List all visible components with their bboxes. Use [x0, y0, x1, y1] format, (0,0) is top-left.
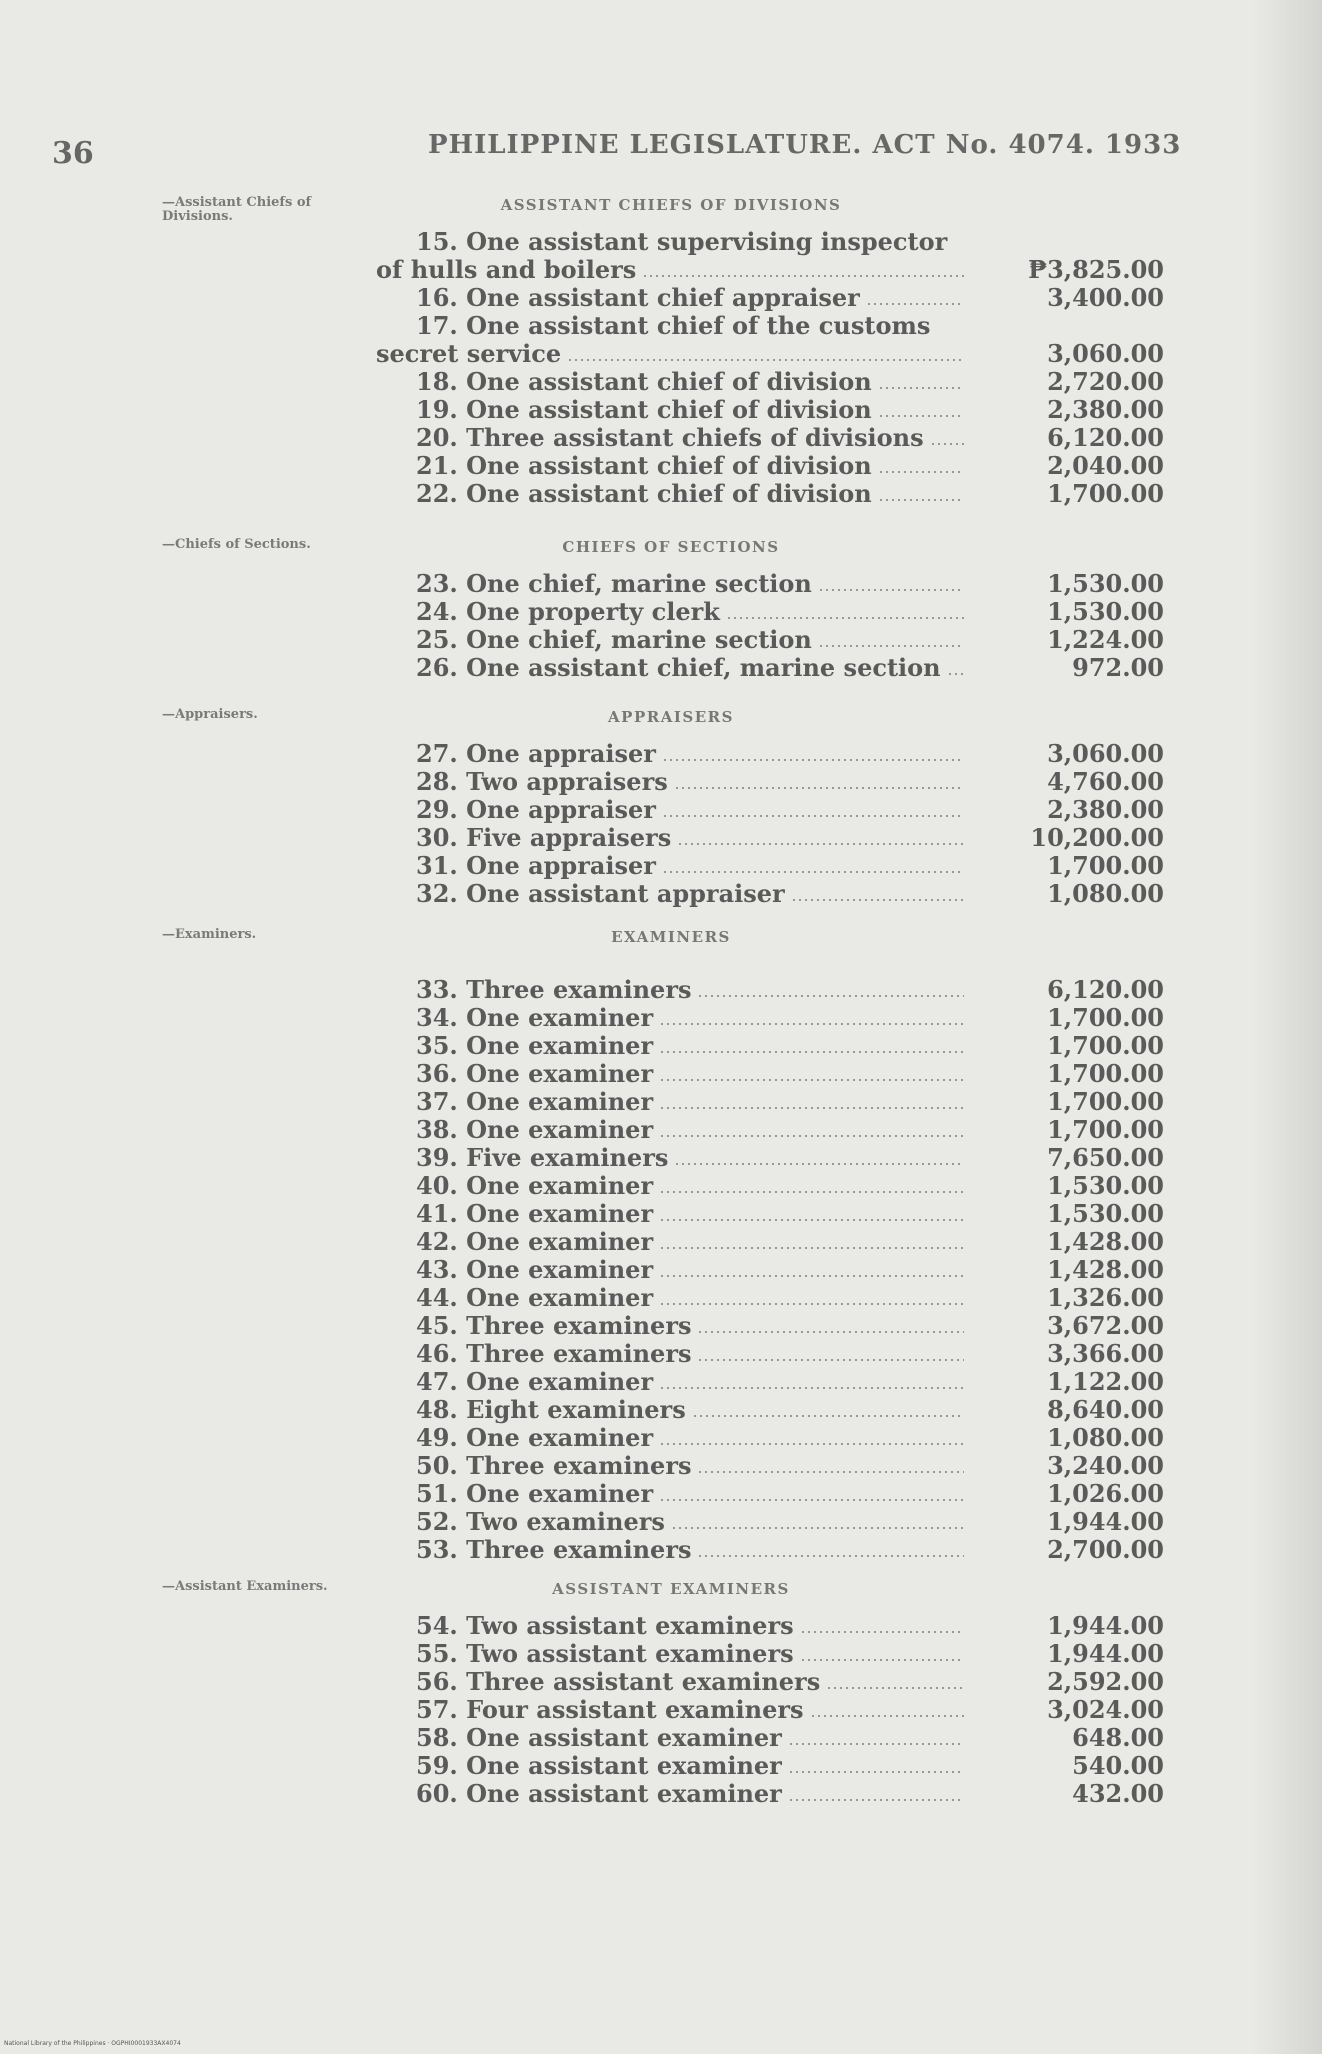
list-item	[0, 340, 1322, 368]
item-amount: 6,120.00	[1047, 423, 1164, 452]
item-text: secret service	[376, 340, 562, 368]
item-text: 35. One examiner	[416, 1032, 654, 1060]
list-item	[0, 256, 1322, 284]
list-item	[0, 1368, 1322, 1396]
item-description	[376, 340, 964, 368]
item-text: 28. Two appraisers	[416, 768, 668, 796]
item-text: 26. One assistant chief, marine section	[416, 654, 941, 682]
item-amount: 2,380.00	[1047, 795, 1164, 824]
item-text: 60. One assistant examiner	[416, 1780, 782, 1808]
item-description	[376, 1340, 964, 1368]
list-item	[0, 1340, 1322, 1368]
item-description	[376, 796, 964, 824]
item-description	[376, 654, 964, 682]
item-description	[376, 740, 964, 768]
dot-leader	[659, 1219, 964, 1221]
item-amount: 2,040.00	[1047, 451, 1164, 480]
list-item	[0, 740, 1322, 768]
item-text: of hulls and boilers	[376, 256, 637, 284]
dot-leader	[878, 415, 964, 417]
item-text: 58. One assistant examiner	[416, 1724, 782, 1752]
section-heading: ASSISTANT CHIEFS OF DIVISIONS	[500, 196, 842, 214]
item-description	[376, 824, 964, 852]
list-item	[0, 1424, 1322, 1452]
section-items	[0, 976, 1322, 1564]
item-description	[376, 424, 964, 452]
item-amount: 6,120.00	[1047, 975, 1164, 1004]
item-amount: 1,700.00	[1047, 851, 1164, 880]
list-item	[0, 1284, 1322, 1312]
list-item	[0, 1004, 1322, 1032]
item-text: 31. One appraiser	[416, 852, 656, 880]
section-heading: APPRAISERS	[608, 708, 734, 726]
item-text: 34. One examiner	[416, 1004, 654, 1032]
dot-leader	[659, 1135, 964, 1137]
item-description	[376, 976, 964, 1004]
margin-note: —Appraisers.	[162, 707, 258, 722]
list-item	[0, 1612, 1322, 1640]
item-description	[376, 570, 964, 598]
item-description	[376, 1004, 964, 1032]
item-text: 50. Three examiners	[416, 1452, 692, 1480]
item-description	[376, 1032, 964, 1060]
dot-leader	[662, 759, 964, 761]
item-text: 49. One examiner	[416, 1424, 654, 1452]
list-item	[0, 1480, 1322, 1508]
item-description	[376, 1396, 964, 1424]
item-amount: 1,700.00	[1047, 1087, 1164, 1116]
item-description	[376, 1144, 964, 1172]
item-text: 23. One chief, marine section	[416, 570, 812, 598]
item-amount: 1,530.00	[1047, 569, 1164, 598]
dot-leader	[697, 995, 964, 997]
dot-leader	[800, 1659, 964, 1661]
item-text: 53. Three examiners	[416, 1536, 692, 1564]
list-item	[0, 1536, 1322, 1564]
item-text: 19. One assistant chief of division	[416, 396, 872, 424]
list-item	[0, 1752, 1322, 1780]
section-heading: CHIEFS OF SECTIONS	[562, 538, 780, 556]
dot-leader	[659, 1443, 964, 1445]
item-text: 37. One examiner	[416, 1088, 654, 1116]
list-item	[0, 598, 1322, 626]
section-items	[0, 570, 1322, 682]
section-items	[0, 1612, 1322, 1808]
item-description	[376, 768, 964, 796]
item-amount: 3,060.00	[1047, 339, 1164, 368]
list-item	[0, 1696, 1322, 1724]
margin-note: —Examiners.	[162, 927, 257, 942]
list-item	[0, 1144, 1322, 1172]
dot-leader	[674, 1163, 964, 1165]
list-item	[0, 824, 1322, 852]
margin-note: —Chiefs of Sections.	[162, 537, 311, 552]
item-amount: 8,640.00	[1047, 1395, 1164, 1424]
margin-note: —Assistant Chiefs of Divisions.	[162, 195, 312, 224]
list-item	[0, 1780, 1322, 1808]
list-item	[0, 1640, 1322, 1668]
item-amount: 1,530.00	[1047, 1199, 1164, 1228]
item-amount: ₱3,825.00	[1028, 255, 1164, 284]
list-item	[0, 1172, 1322, 1200]
item-text: 46. Three examiners	[416, 1340, 692, 1368]
item-description	[376, 284, 964, 312]
item-description	[376, 852, 964, 880]
dot-leader	[826, 1687, 964, 1689]
item-amount: 1,700.00	[1047, 1031, 1164, 1060]
dot-leader	[659, 1387, 964, 1389]
list-item	[0, 396, 1322, 424]
dot-leader	[692, 1415, 964, 1417]
list-item	[0, 796, 1322, 824]
list-item	[0, 626, 1322, 654]
item-amount: 1,944.00	[1047, 1507, 1164, 1536]
list-item	[0, 1508, 1322, 1536]
item-amount: 2,592.00	[1047, 1667, 1164, 1696]
item-amount: 7,650.00	[1047, 1143, 1164, 1172]
item-text: 16. One assistant chief appraiser	[416, 284, 860, 312]
dot-leader	[878, 387, 964, 389]
item-text: 22. One assistant chief of division	[416, 480, 872, 508]
list-item	[0, 852, 1322, 880]
list-item	[0, 570, 1322, 598]
item-amount: 2,380.00	[1047, 395, 1164, 424]
item-text: 24. One property clerk	[416, 598, 720, 626]
item-text: 56. Three assistant examiners	[416, 1668, 821, 1696]
item-description	[376, 1200, 964, 1228]
dot-leader	[659, 1107, 964, 1109]
dot-leader	[662, 871, 964, 873]
dot-leader	[788, 1743, 964, 1745]
list-item	[0, 1724, 1322, 1752]
dot-leader	[677, 843, 964, 845]
item-text: 48. Eight examiners	[416, 1396, 686, 1424]
item-amount: 1,080.00	[1047, 879, 1164, 908]
item-amount: 3,400.00	[1047, 283, 1164, 312]
item-text: 52. Two examiners	[416, 1508, 665, 1536]
item-description	[376, 1256, 964, 1284]
item-text: 57. Four assistant examiners	[416, 1696, 804, 1724]
item-description	[376, 1172, 964, 1200]
item-text: 33. Three examiners	[416, 976, 692, 1004]
item-amount: 3,366.00	[1047, 1339, 1164, 1368]
item-text: 45. Three examiners	[416, 1312, 692, 1340]
item-text: 36. One examiner	[416, 1060, 654, 1088]
item-description	[376, 1368, 964, 1396]
item-description	[376, 1424, 964, 1452]
item-amount: 1,326.00	[1047, 1283, 1164, 1312]
dot-leader	[659, 1191, 964, 1193]
dot-leader	[659, 1079, 964, 1081]
dot-leader	[878, 471, 964, 473]
item-description	[376, 1724, 964, 1752]
dot-leader	[788, 1771, 964, 1773]
margin-note: —Assistant Examiners.	[162, 1579, 328, 1594]
item-description	[376, 1228, 964, 1256]
list-item	[0, 1032, 1322, 1060]
item-description	[376, 1480, 964, 1508]
item-text: 27. One appraiser	[416, 740, 656, 768]
dot-leader	[659, 1275, 964, 1277]
list-item	[0, 1200, 1322, 1228]
dot-leader	[947, 673, 964, 675]
dot-leader	[697, 1359, 964, 1361]
section-heading: EXAMINERS	[611, 928, 731, 946]
section-items	[0, 228, 1322, 508]
item-amount: 1,026.00	[1047, 1479, 1164, 1508]
dot-leader	[659, 1023, 964, 1025]
dot-leader	[642, 275, 964, 277]
dot-leader	[674, 787, 964, 789]
item-description	[376, 1284, 964, 1312]
item-text: 42. One examiner	[416, 1228, 654, 1256]
scan-footer: National Library of the Philippines · OGPHI0001933AX4074	[4, 2040, 181, 2047]
running-head: PHILIPPINE LEGISLATURE. ACT No. 4074. 1933	[428, 130, 1182, 160]
dot-leader	[810, 1715, 964, 1717]
item-text: 39. Five examiners	[416, 1144, 669, 1172]
item-amount: 2,720.00	[1047, 367, 1164, 396]
item-description	[376, 396, 964, 424]
item-text: 55. Two assistant examiners	[416, 1640, 794, 1668]
list-item	[0, 1312, 1322, 1340]
list-item	[0, 1668, 1322, 1696]
item-text: 25. One chief, marine section	[416, 626, 812, 654]
dot-leader	[567, 359, 964, 361]
list-item	[0, 654, 1322, 682]
item-amount: 1,428.00	[1047, 1227, 1164, 1256]
list-item	[0, 424, 1322, 452]
item-amount: 648.00	[1072, 1723, 1164, 1752]
item-text: 29. One appraiser	[416, 796, 656, 824]
list-item	[0, 284, 1322, 312]
dot-leader	[697, 1331, 964, 1333]
list-item	[0, 880, 1322, 908]
dot-leader	[659, 1303, 964, 1305]
item-text: 47. One examiner	[416, 1368, 654, 1396]
item-text: 43. One examiner	[416, 1256, 654, 1284]
dot-leader	[791, 899, 964, 901]
list-item	[0, 1088, 1322, 1116]
dot-leader	[662, 815, 964, 817]
list-item	[0, 228, 1322, 256]
dot-leader	[671, 1527, 964, 1529]
dot-leader	[697, 1471, 964, 1473]
item-description	[376, 1536, 964, 1564]
item-amount: 1,944.00	[1047, 1639, 1164, 1668]
list-item	[0, 368, 1322, 396]
dot-leader	[726, 617, 964, 619]
item-amount: 432.00	[1072, 1779, 1164, 1808]
item-description	[376, 1060, 964, 1088]
item-text: 21. One assistant chief of division	[416, 452, 872, 480]
item-amount: 1,530.00	[1047, 597, 1164, 626]
item-amount: 1,428.00	[1047, 1255, 1164, 1284]
item-text: 20. Three assistant chiefs of divisions	[416, 424, 924, 452]
item-amount: 1,700.00	[1047, 479, 1164, 508]
item-text: 54. Two assistant examiners	[416, 1612, 794, 1640]
dot-leader	[866, 303, 964, 305]
item-amount: 1,700.00	[1047, 1115, 1164, 1144]
item-amount: 4,760.00	[1047, 767, 1164, 796]
item-description	[376, 368, 964, 396]
section-items	[0, 740, 1322, 908]
list-item	[0, 1256, 1322, 1284]
list-item	[0, 768, 1322, 796]
item-description	[376, 1116, 964, 1144]
item-text: 40. One examiner	[416, 1172, 654, 1200]
list-item	[0, 976, 1322, 1004]
item-description	[376, 1752, 964, 1780]
list-item	[0, 1228, 1322, 1256]
item-text: 41. One examiner	[416, 1200, 654, 1228]
list-item	[0, 312, 1322, 340]
item-text: 18. One assistant chief of division	[416, 368, 872, 396]
item-description	[376, 1612, 964, 1640]
item-amount: 3,672.00	[1047, 1311, 1164, 1340]
item-text: 15. One assistant supervising inspector	[416, 228, 948, 256]
dot-leader	[930, 443, 964, 445]
list-item	[0, 452, 1322, 480]
item-amount: 3,240.00	[1047, 1451, 1164, 1480]
item-description	[376, 1780, 964, 1808]
item-amount: 3,060.00	[1047, 739, 1164, 768]
item-text: 59. One assistant examiner	[416, 1752, 782, 1780]
item-amount: 1,944.00	[1047, 1611, 1164, 1640]
dot-leader	[659, 1499, 964, 1501]
item-description	[376, 1668, 964, 1696]
item-description	[376, 480, 964, 508]
dot-leader	[659, 1247, 964, 1249]
dot-leader	[800, 1631, 964, 1633]
item-amount: 972.00	[1072, 653, 1164, 682]
list-item	[0, 1396, 1322, 1424]
section-heading: ASSISTANT EXAMINERS	[552, 1580, 790, 1598]
item-text: 30. Five appraisers	[416, 824, 672, 852]
list-item	[0, 1452, 1322, 1480]
item-description	[376, 598, 964, 626]
dot-leader	[788, 1799, 964, 1801]
item-amount: 2,700.00	[1047, 1535, 1164, 1564]
item-amount: 540.00	[1072, 1751, 1164, 1780]
item-text: 17. One assistant chief of the customs	[416, 312, 931, 340]
item-amount: 10,200.00	[1030, 823, 1164, 852]
dot-leader	[818, 645, 964, 647]
item-text: 38. One examiner	[416, 1116, 654, 1144]
dot-leader	[659, 1051, 964, 1053]
item-description	[376, 1312, 964, 1340]
item-description	[376, 626, 964, 654]
dot-leader	[878, 499, 964, 501]
list-item	[0, 1060, 1322, 1088]
page-number: 36	[52, 136, 94, 171]
dot-leader	[818, 589, 964, 591]
item-amount: 1,700.00	[1047, 1059, 1164, 1088]
item-description	[376, 1696, 964, 1724]
item-amount: 3,024.00	[1047, 1695, 1164, 1724]
item-description	[376, 452, 964, 480]
dot-leader	[697, 1555, 964, 1557]
item-description	[376, 1452, 964, 1480]
item-description	[376, 1088, 964, 1116]
item-amount: 1,080.00	[1047, 1423, 1164, 1452]
item-description	[376, 1640, 964, 1668]
item-text: 51. One examiner	[416, 1480, 654, 1508]
item-amount: 1,530.00	[1047, 1171, 1164, 1200]
item-description	[376, 1508, 964, 1536]
item-amount: 1,122.00	[1047, 1367, 1164, 1396]
item-amount: 1,700.00	[1047, 1003, 1164, 1032]
item-description	[376, 256, 964, 284]
item-description	[376, 880, 964, 908]
item-description	[376, 228, 964, 256]
list-item	[0, 1116, 1322, 1144]
item-text: 32. One assistant appraiser	[416, 880, 785, 908]
item-description	[376, 312, 964, 340]
item-text: 44. One examiner	[416, 1284, 654, 1312]
list-item	[0, 480, 1322, 508]
item-amount: 1,224.00	[1047, 625, 1164, 654]
